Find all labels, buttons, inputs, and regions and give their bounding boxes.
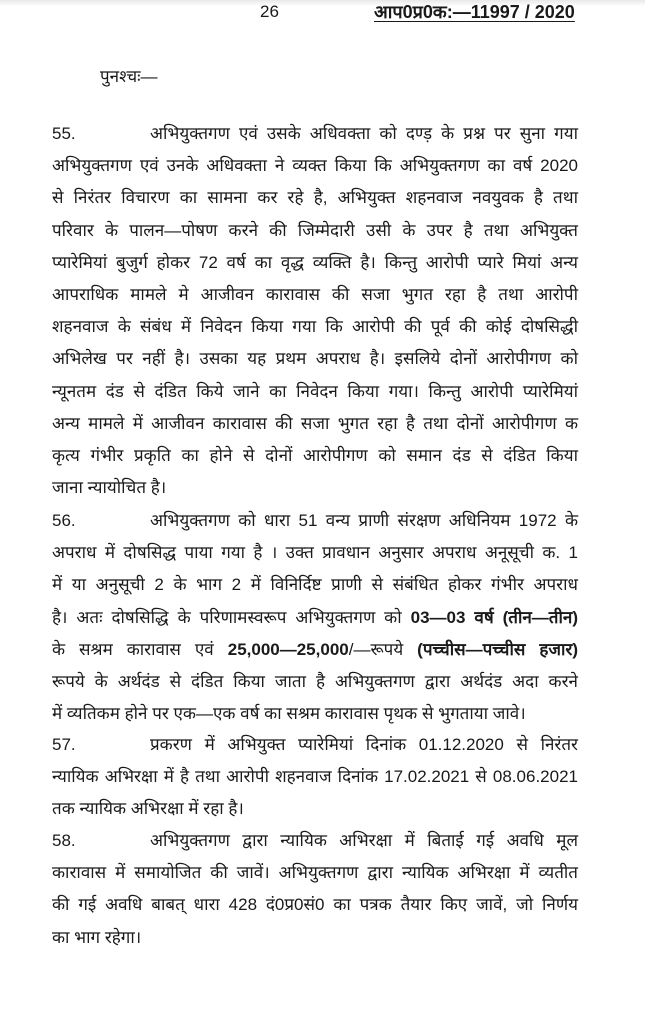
text-segment: अभियुक्तगण एवं उसके अधिवक्ता को दण्ड़ के प्रश्न पर सुना गया — [150, 124, 578, 143]
text-line — [52, 729, 578, 761]
text-line — [52, 698, 578, 730]
text-line — [52, 343, 578, 375]
text-segment: शहनवाज के संबंध में निवेदन किया गया कि आरोपी की पूर्व की कोई दोषसिद्धी — [52, 317, 578, 337]
text-line — [52, 505, 578, 537]
paragraph-57 — [52, 729, 578, 826]
text-segment: अभियुक्तगण एवं उनके अधिवक्ता ने व्यक्त किया कि अभियुक्तगण का वर्ष 2020 — [52, 156, 578, 176]
text-segment: का भाग रहेगा। — [52, 927, 142, 947]
text-segment: के सश्रम कारावास एवं — [52, 639, 228, 659]
case-number: आप0प्र0क:—11997 / 2020 — [374, 2, 575, 22]
text-line — [52, 537, 578, 569]
text-segment: कारावास में समायोजित की जावें। अभियुक्तगण द्वारा न्यायिक अभिरक्षा में व्यतीत — [52, 863, 578, 883]
text-segment: न्यायिक अभिरक्षा में है तथा आरोपी शहनवाज दिनांक 17.02.2021 से 08.06.2021 — [52, 767, 578, 787]
text-line — [52, 118, 578, 150]
text-line — [52, 247, 578, 279]
text-segment: /—रूपये — [348, 639, 418, 659]
text-segment: की गई अवधि बाबत् धारा 428 दं0प्र0सं0 का पत्रक तैयार किए जावें, जो निर्णय — [52, 895, 578, 915]
page-number: 26 — [260, 2, 279, 21]
paragraph-55 — [52, 118, 578, 504]
text-segment: अभियुक्तगण द्वारा न्यायिक अभिरक्षा में बिताई गई अवधि मूल — [150, 831, 578, 850]
text-segment: परिवार के पालन—पोषण करने की जिम्मेदारी उसी के उपर है तथा अभियुक्त — [52, 220, 578, 240]
text-line — [52, 922, 578, 954]
bold-text: (पच्चीस—पच्चीस हजार) — [417, 639, 578, 659]
text-line — [52, 376, 578, 408]
text-line — [52, 634, 578, 666]
text-line — [52, 857, 578, 889]
text-segment: आपराधिक मामले मे आजीवन कारावास की सजा भुगत रहा है तथा आरोपी — [52, 284, 578, 304]
text-segment: न्यूनतम दंड से दंडित किये जाने का निवेदन किया गया। किन्तु आरोपी प्यारेमियां — [52, 381, 578, 401]
text-segment: कृत्य गंभीर प्रकृति का होने से दोनों आरोपीगण को समान दंड से दंडित किया — [52, 445, 578, 465]
paragraph-56 — [52, 505, 578, 730]
text-segment: अभियुक्तगण को धारा 51 वन्य प्राणी संरक्षण अधिनियम 1972 के — [150, 511, 578, 530]
text-line — [52, 761, 578, 793]
text-segment: तक न्यायिक अभिरक्षा में रहा है। — [52, 799, 244, 819]
text-segment: प्यारेमियां बुजुर्ग होकर 72 वर्ष का वृद्ध व्यक्ति है। किन्तु आरोपी प्यारे मियां अन्य — [52, 252, 578, 272]
text-line — [52, 602, 578, 634]
text-line — [52, 408, 578, 440]
text-line — [52, 472, 578, 504]
text-segment: से निरंतर विचारण का सामना कर रहे है, अभियुक्त शहनवाज नवयुवक है तथा — [52, 188, 578, 208]
text-segment: है। अतः दोषसिद्धि के परिणामस्वरूप अभियुक्तगण को — [52, 607, 411, 627]
text-line — [52, 215, 578, 247]
text-segment: में व्यतिकम होने पर एक—एक वर्ष का सश्रम कारावास पृथक से भुगताया जावे। — [52, 704, 526, 724]
text-segment: जाना न्यायोचित है। — [52, 478, 167, 498]
text-line — [52, 440, 578, 472]
bold-text: 03—03 वर्ष (तीन—तीन) — [410, 607, 578, 627]
text-line — [52, 279, 578, 311]
text-line — [52, 311, 578, 343]
text-line — [52, 666, 578, 698]
text-segment: प्रकरण में अभियुक्त प्यारेमियां दिनांक 01.12.2020 से निरंतर — [150, 735, 578, 754]
paragraph-number: 57. — [52, 735, 76, 754]
text-segment: अन्य मामले में आजीवन कारावास की सजा भुगत रहा है तथा दोनों आरोपीगण क — [52, 413, 578, 433]
paragraph-number: 58. — [52, 831, 76, 850]
text-line — [52, 825, 578, 857]
text-segment: में या अनुसूची 2 के भाग 2 में विनिर्दिष्ट प्राणी से संबंधित होकर गंभीर अपराध — [52, 575, 578, 595]
text-segment: अपराध में दोषसिद्ध पाया गया है । उक्त प्रावधान अनुसार अपराध अनूसूची क. 1 — [52, 543, 578, 563]
paragraph-number: 55. — [52, 124, 76, 143]
bold-text: 25,000—25,000 — [227, 639, 349, 659]
text-segment: रूपये के अर्थदंड से दंडित किया जाता है अभियुक्तगण द्वारा अर्थदंड अदा करने — [52, 671, 578, 691]
postscript-label: पुनश्चः— — [100, 67, 158, 86]
text-line — [52, 182, 578, 214]
text-line — [52, 793, 578, 825]
text-line — [52, 150, 578, 182]
paragraph-58 — [52, 825, 578, 954]
text-line — [52, 889, 578, 921]
text-line — [52, 569, 578, 601]
paragraph-number: 56. — [52, 511, 76, 530]
text-segment: अभिलेख पर नहीं है। उसका यह प्रथम अपराध है। इसलिये दोनों आरोपीगण को — [52, 349, 578, 369]
